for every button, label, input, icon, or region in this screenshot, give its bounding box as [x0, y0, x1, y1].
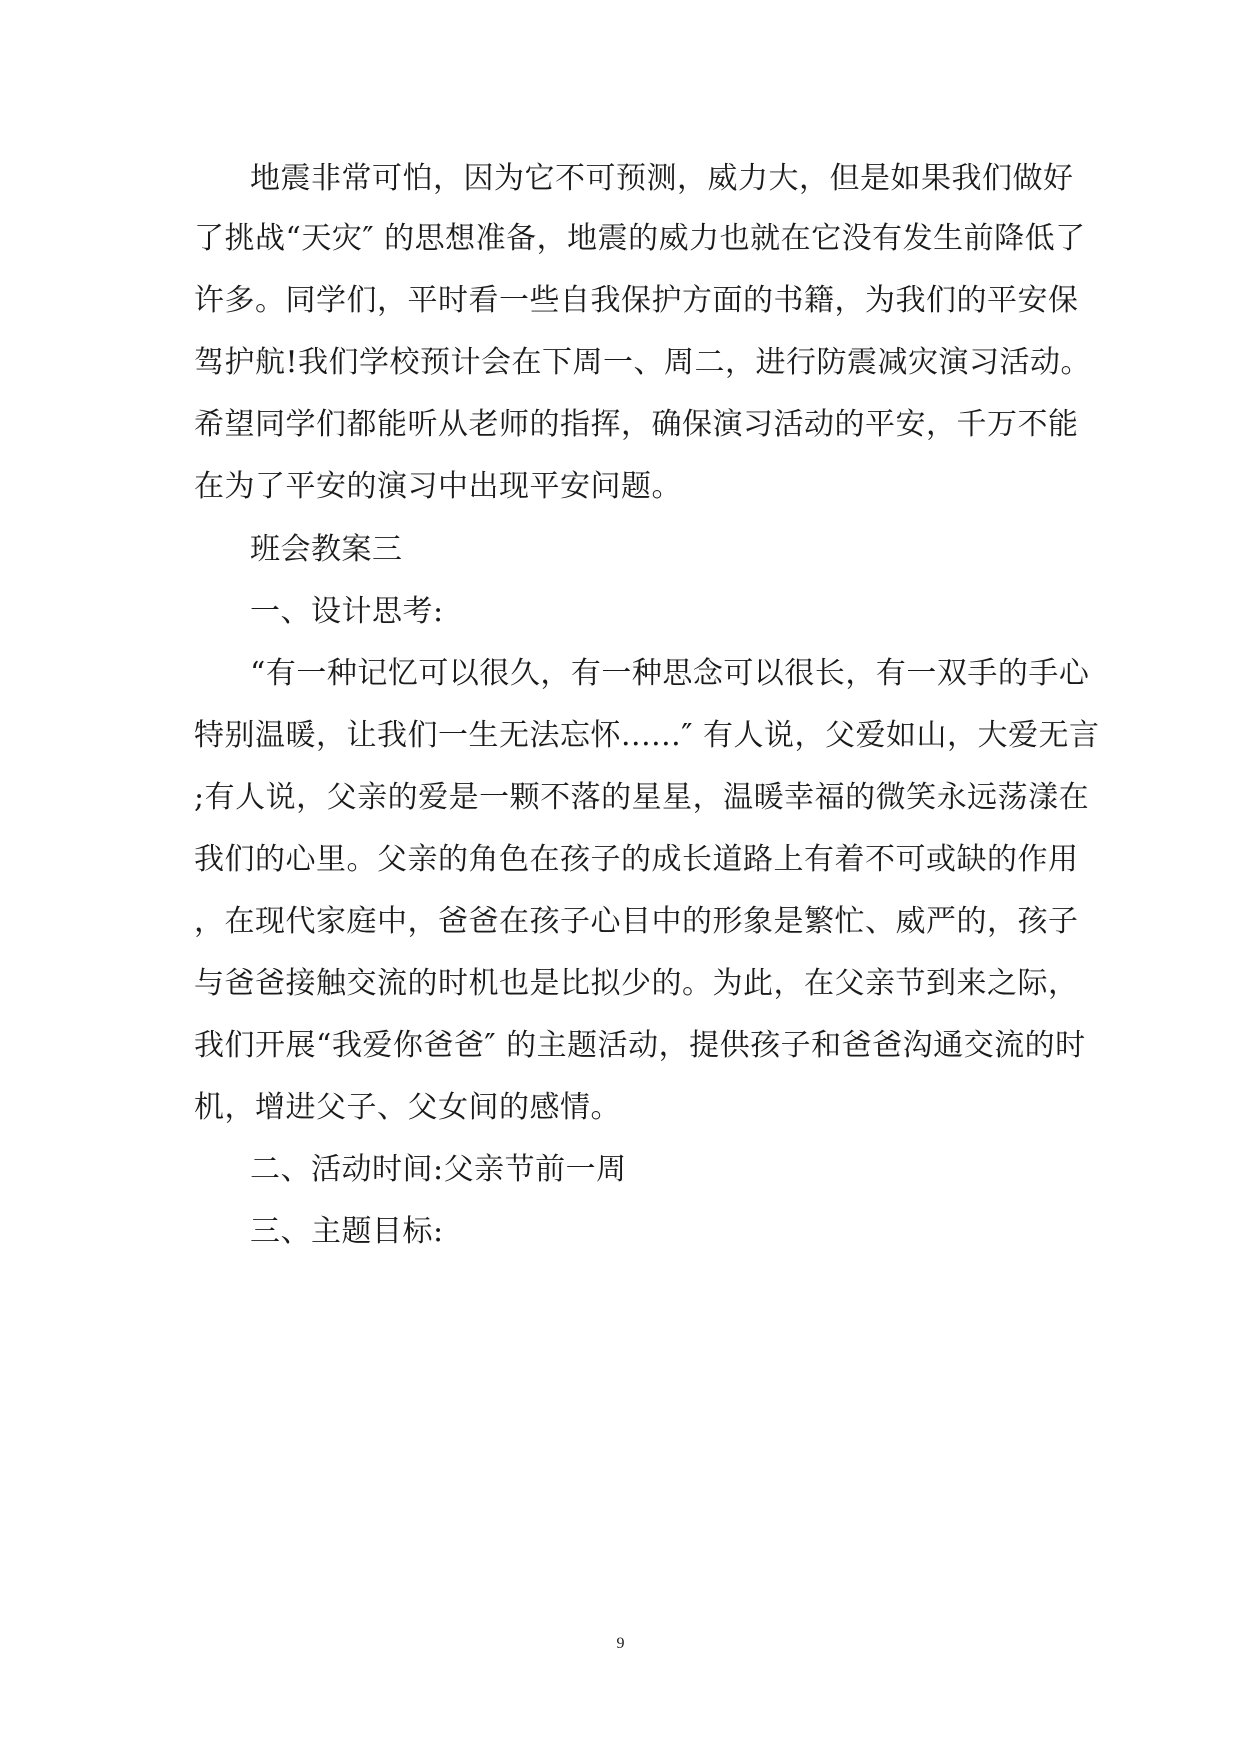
paragraph-line: “有一种记忆可以很久，有一种思念可以很长，有一双手的手心	[250, 656, 1090, 691]
paragraph-line: 特别温暖，让我们一生无法忘怀......″ 有人说，父爱如山，大爱无言	[194, 718, 1100, 753]
paragraph-line: 驾护航!我们学校预计会在下周一、周二，进行防震减灾演习活动。	[194, 345, 1092, 380]
section-heading: 班会教案三	[250, 532, 403, 567]
section-heading: 三、主题目标:	[250, 1214, 444, 1249]
paragraph-line: 我们开展“我爱你爸爸″ 的主题活动，提供孩子和爸爸沟通交流的时	[194, 1028, 1086, 1063]
paragraph-line: 了挑战“天灾″ 的思想准备，地震的威力也就在它没有发生前降低了	[194, 221, 1086, 256]
paragraph-line: 机，增进父子、父女间的感情。	[194, 1090, 621, 1125]
paragraph-line: 我们的心里。父亲的角色在孩子的成长道路上有着不可或缺的作用	[194, 842, 1079, 877]
paragraph-line: 与爸爸接触交流的时机也是比拟少的。为此，在父亲节到来之际，	[194, 966, 1079, 1001]
paragraph-line: 许多。同学们，平时看一些自我保护方面的书籍，为我们的平安保	[194, 283, 1079, 318]
page-number: 9	[616, 1635, 625, 1652]
paragraph-line: ，在现代家庭中，爸爸在孩子心目中的形象是繁忙、威严的，孩子	[194, 904, 1079, 939]
paragraph-line: ;有人说，父亲的爱是一颗不落的星星，温暖幸福的微笑永远荡漾在	[194, 780, 1090, 815]
paragraph-line: 地震非常可怕，因为它不可预测，威力大，但是如果我们做好	[250, 161, 1074, 196]
paragraph-line: 希望同学们都能听从老师的指挥，确保演习活动的平安，千万不能	[194, 407, 1079, 442]
section-heading: 一、设计思考:	[250, 594, 444, 629]
paragraph-line: 在为了平安的演习中出现平安问题。	[194, 469, 682, 504]
section-heading: 二、活动时间:父亲节前一周	[250, 1152, 627, 1187]
